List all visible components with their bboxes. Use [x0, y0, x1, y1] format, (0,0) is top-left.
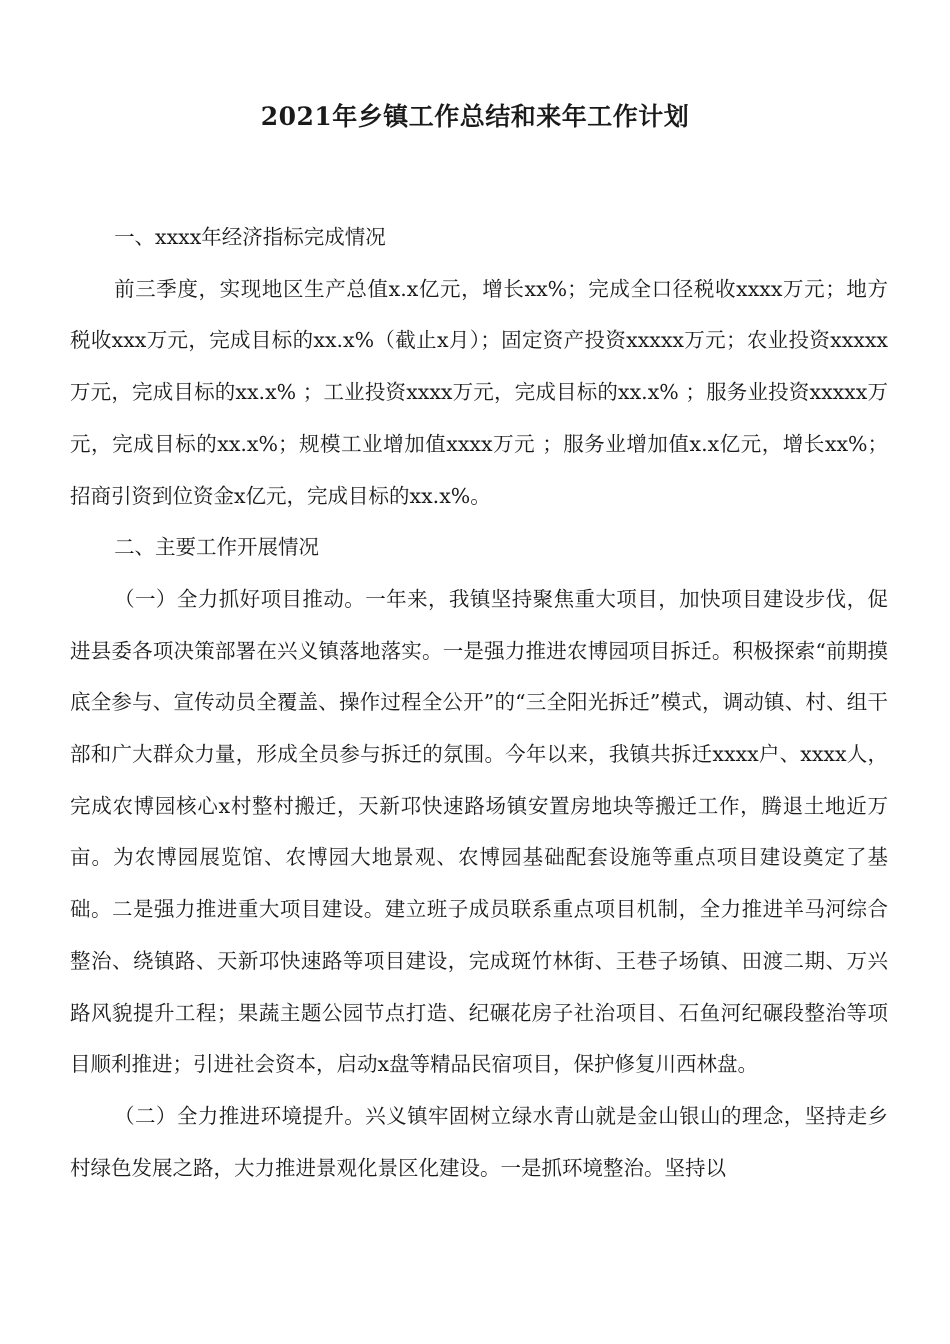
section-heading-1: 一、xxxx年经济指标完成情况 [114, 225, 386, 249]
section-heading-2: 二、主要工作开展情况 [114, 535, 320, 560]
document-body [70, 212, 888, 1194]
paragraph-environment-improvement: （二）全力推进环境提升。兴义镇牢固树立绿水青山就是金山银山的理念，坚持走乡村绿色发展之路，大力推进景观化景区化建设。一是抓环境整治。坚持以 [70, 1103, 888, 1180]
paragraph-economic-indicators: 前三季度，实现地区生产总值x.x亿元，增长xx%；完成全口径税收xxxx万元；地方税收xxx万元，完成目标的xx.x%（截止x月）；固定资产投资xxxxx万元；农业投资xxxxx万元，完成目标的xx.x% ；工业投资xxxx万元，完成目标的xx.x% ；服务业投资xxxxx万元，完成目标的xx.x%；规模工业增加值xxxx万元 ；服务业增加值x.x亿元，增长xx%；招商引资到位资金x亿元，完成目标的xx.x%。 [70, 276, 888, 508]
paragraph-project-promotion: （一）全力抓好项目推动。一年来，我镇坚持聚焦重大项目，加快项目建设步伐，促进县委各项决策部署在兴义镇落地落实。一是强力推进农博园项目拆迁。积极探索“前期摸底全参与、宣传动员全覆盖、操作过程全公开”的“三全阳光拆迁”模式，调动镇、村、组干部和广大群众力量，形成全员参与拆迁的氛围。今年以来，我镇共拆迁xxxx户、xxxx人，完成农博园核心x村整村搬迁，天新邛快速路场镇安置房地块等搬迁工作，腾退土地近万亩。为农博园展览馆、农博园大地景观、农博园基础配套设施等重点项目建设奠定了基础。二是强力推进重大项目建设。建立班子成员联系重点项目机制，全力推进羊马河综合整治、绕镇路、天新邛快速路等项目建设，完成斑竹林街、王巷子场镇、田渡二期、万兴路风貌提升工程；果蔬主题公园节点打造、纪碾花房子社治项目、石鱼河纪碾段整治等项目顺利推进；引进社会资本，启动x盘等精品民宿项目，保护修复川西林盘。 [70, 586, 888, 1077]
document-title: 2021年乡镇工作总结和来年工作计划 [260, 102, 690, 131]
